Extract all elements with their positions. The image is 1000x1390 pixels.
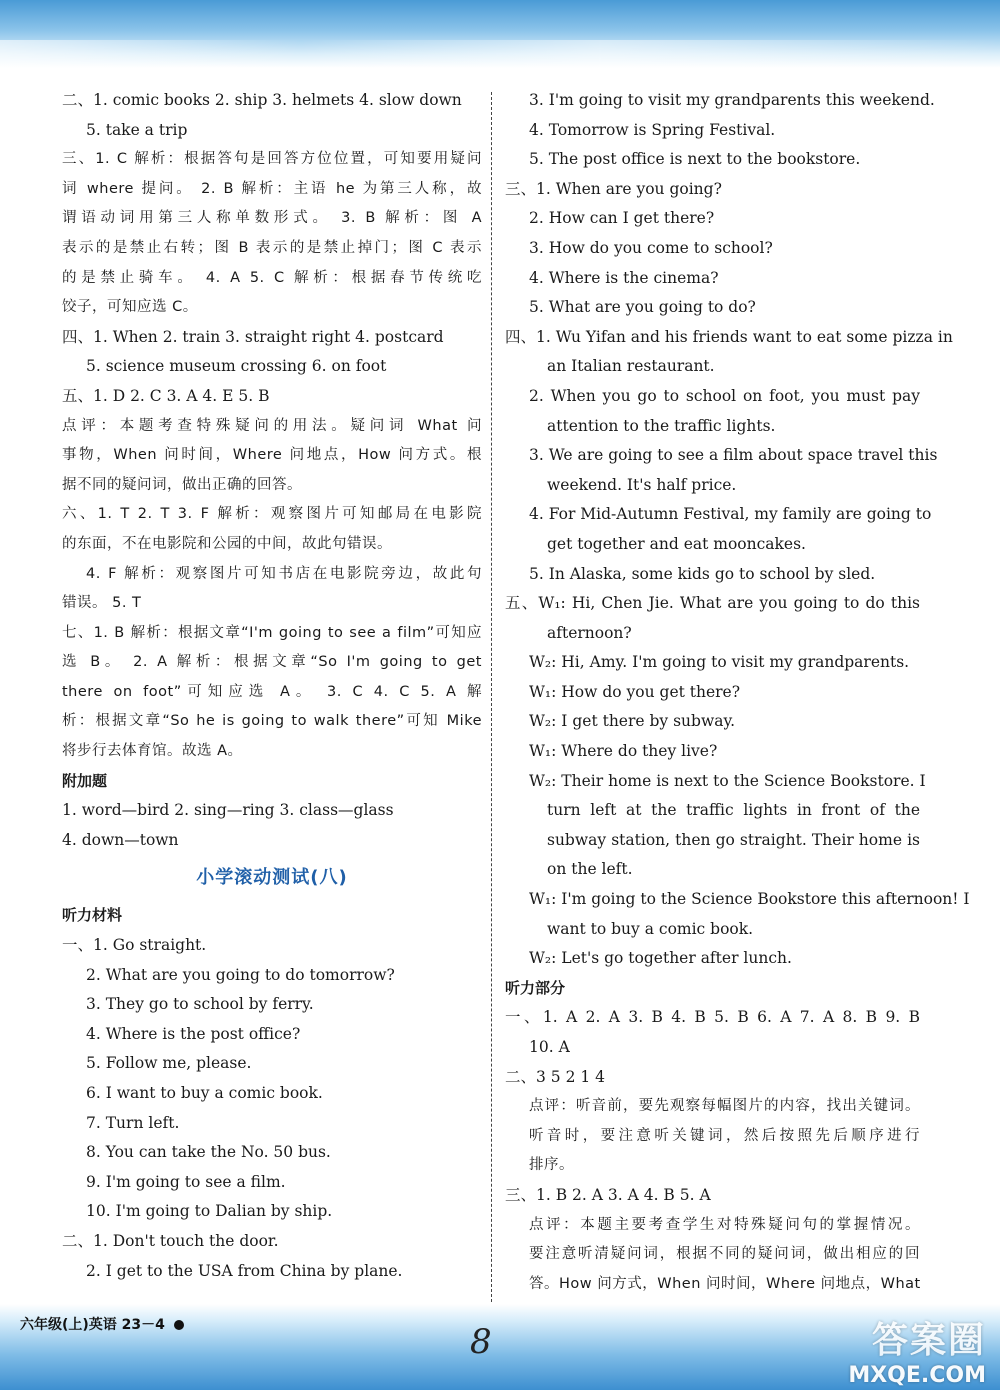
right-column-line: subway station, then go straight. Their home is (547, 830, 920, 849)
right-column-line: want to buy a comic book. (547, 919, 754, 938)
left-column (62, 86, 482, 1286)
left-column-b-line: 8. You can take the No. 50 bus. (86, 1143, 331, 1162)
column-divider (491, 92, 492, 1307)
left-column-b-line: 7. Turn left. (86, 1113, 180, 1132)
right-column-line: get together and eat mooncakes. (547, 534, 806, 553)
left-column-line: 谓语动词用第三人称单数形式。 3. B 解析：图 A (62, 210, 482, 227)
right-column-line: on the left. (547, 860, 633, 879)
left-column-b-line: 10. I'm going to Dalian by ship. (86, 1202, 333, 1221)
left-column-line: 将步行去体育馆。故选 A。 (62, 743, 243, 760)
right-column-line: W₁: I'm going to the Science Bookstore this afternoon! I (529, 890, 970, 909)
right-column-line: 5. What are you going to do? (529, 298, 756, 317)
watermark-bottom-text: MXQE.COM (848, 1363, 986, 1388)
right-column-line: 要注意听清疑问词，根据不同的疑问词，做出相应的回 (529, 1246, 920, 1263)
right-column-line: 5. The post office is next to the bookstore. (529, 150, 861, 169)
left-column-b-line: 一、1. Go straight. (62, 936, 207, 955)
left-column-b-line: 5. Follow me, please. (86, 1054, 252, 1073)
left-column-b-line: 4. Where is the post office? (86, 1024, 301, 1043)
top-decorative-band (0, 0, 1000, 68)
right-column-line: 听音时，要注意听关键词，然后按照先后顺序进行 (529, 1127, 920, 1144)
left-column-line: 析：根据文章“So he is going to walk there”可知 Mike (62, 713, 482, 730)
left-column-line: 据不同的疑问词，做出正确的回答。 (62, 476, 302, 493)
left-column-b-line: 9. I'm going to see a film. (86, 1172, 286, 1191)
footer-grade-label (20, 1314, 184, 1334)
left-answer-section (62, 86, 482, 855)
right-column-line: 10. A (529, 1038, 570, 1056)
right-column-line: turn left at the traffic lights in front of the (547, 801, 920, 820)
watermark-logo (796, 1312, 986, 1388)
right-column-line: 4. Tomorrow is Spring Festival. (529, 120, 776, 139)
left-column-line: 二、1. comic books 2. ship 3. helmets 4. slow down (62, 91, 462, 109)
right-column-line: 2. How can I get there? (529, 209, 715, 228)
right-column-line: an Italian restaurant. (547, 357, 715, 376)
right-column-line: W₁: How do you get there? (529, 682, 741, 701)
left-column-line: 的是禁止骑车。 4. A 5. C 解析：根据春节传统吃 (62, 269, 482, 286)
page-number: 8 (470, 1322, 492, 1362)
right-column-line: 2. When you go to school on foot, you must pay (529, 386, 920, 405)
right-answer-section (505, 86, 970, 1299)
watermark-top-text: 答案圈 (871, 1320, 986, 1361)
left-column-line: 四、1. When 2. train 3. straight right 4. postcard (62, 327, 444, 346)
right-column-line: 3. I'm going to visit my grandparents this weekend. (529, 91, 935, 109)
right-column-line: 五、W₁: Hi, Chen Jie. What are you going to do this (505, 594, 920, 613)
footer-dot-icon (174, 1320, 184, 1330)
right-column-line: W₂: Let's go together after lunch. (529, 949, 792, 968)
left-column-line: 词 where 提问。 2. B 解析：主语 he 为第三人称，故 (62, 180, 482, 197)
left-column-line: 六、1. T 2. T 3. F 解析：观察图片可知邮局在电影院 (62, 506, 482, 523)
left-column-line: 饺子，可知应选 C。 (62, 299, 198, 316)
right-column-line: W₂: I get there by subway. (529, 712, 736, 731)
left-column-line: 事物，When 问时间，Where 问地点，How 问方式。根 (62, 447, 482, 464)
left-column-line: 的东面，不在电影院和公园的中间，故此句错误。 (62, 535, 392, 552)
right-column-line: 二、3 5 2 1 4 (505, 1067, 606, 1086)
right-column-line: 一、1. A 2. A 3. B 4. B 5. B 6. A 7. A 8. B 9. B (505, 1008, 920, 1027)
right-column-line: W₁: Where do they live? (529, 742, 718, 761)
left-column-line: 5. science museum crossing 6. on foot (86, 357, 387, 376)
right-column-line: afternoon? (547, 623, 632, 642)
left-column-line: 五、1. D 2. C 3. A 4. E 5. B (62, 386, 270, 405)
right-column-line: 四、1. Wu Yifan and his friends want to eat some pizza in (505, 327, 953, 346)
left-column-line: 七、1. B 解析：根据文章“I'm going to see a film”可知应 (62, 624, 482, 641)
left-column-line: 4. down—town (62, 830, 179, 849)
right-column-line: W₂: Hi, Amy. I'm going to visit my grandparents. (529, 653, 910, 672)
left-column-b-line: 二、1. Don't touch the door. (62, 1231, 279, 1250)
right-column-line: 点评：听音前，要先观察每幅图片的内容，找出关键词。 (529, 1098, 920, 1115)
listening-material-section (62, 901, 482, 1286)
right-column-line: 5. In Alaska, some kids go to school by sled. (529, 564, 876, 583)
left-column-b-line: 3. They go to school by ferry. (86, 995, 314, 1014)
left-column-line: 点评：本题考查特殊疑问的用法。疑问词 What 问 (62, 417, 482, 434)
left-column-b-line: 听力材料 (62, 906, 123, 925)
right-column-line: 点评：本题主要考查学生对特殊疑问句的掌握情况。 (529, 1216, 920, 1233)
right-column-line: 4. For Mid-Autumn Festival, my family are going to (529, 505, 932, 524)
left-column-line: 三、1. C 解析：根据答句是回答方位位置，可知要用疑问 (62, 151, 482, 168)
right-column-line: attention to the traffic lights. (547, 416, 776, 435)
left-column-line: 1. word—bird 2. sing—ring 3. class—glass (62, 801, 394, 820)
right-column-line: 听力部分 (505, 978, 566, 997)
left-column-line: 附加题 (62, 771, 108, 790)
left-column-line: 错误。 5. T (62, 595, 142, 612)
right-column-line: 3. How do you come to school? (529, 238, 773, 257)
footer-code: 23－4 (121, 1317, 165, 1333)
left-column-b-line: 2. What are you going to do tomorrow? (86, 965, 395, 984)
left-column-b-line: 2. I get to the USA from China by plane. (86, 1261, 403, 1280)
right-column (505, 86, 970, 1299)
left-column-line: 表示的是禁止右转；图 B 表示的是禁止掉门；图 C 表示 (62, 239, 482, 256)
footer-label: 六年级(上)英语 (20, 1317, 117, 1333)
section-title: 小学滚动测试(八) (196, 867, 348, 889)
left-column-line: 5. take a trip (86, 120, 188, 139)
right-column-line: weekend. It's half price. (547, 475, 737, 494)
left-column-b-line: 6. I want to buy a comic book. (86, 1084, 323, 1102)
left-column-line: 选 B。 2. A 解析：根据文章“So I'm going to get (62, 654, 482, 671)
right-column-line: 三、1. B 2. A 3. A 4. B 5. A (505, 1185, 711, 1204)
right-column-line: 三、1. When are you going? (505, 179, 722, 198)
right-column-line: 答。How 问方式，When 问时间，Where 问地点，What (529, 1275, 921, 1292)
left-column-line: 4. F 解析：观察图片可知书店在电影院旁边，故此句 (86, 565, 482, 582)
right-column-line: W₂: Their home is next to the Science Bookstore. I (529, 771, 926, 790)
left-column-line: there on foot”可知应选 A。 3. C 4. C 5. A 解 (62, 683, 482, 700)
right-column-line: 4. Where is the cinema? (529, 268, 719, 287)
right-column-line: 3. We are going to see a film about space travel this (529, 446, 938, 465)
right-column-line: 排序。 (529, 1157, 574, 1174)
